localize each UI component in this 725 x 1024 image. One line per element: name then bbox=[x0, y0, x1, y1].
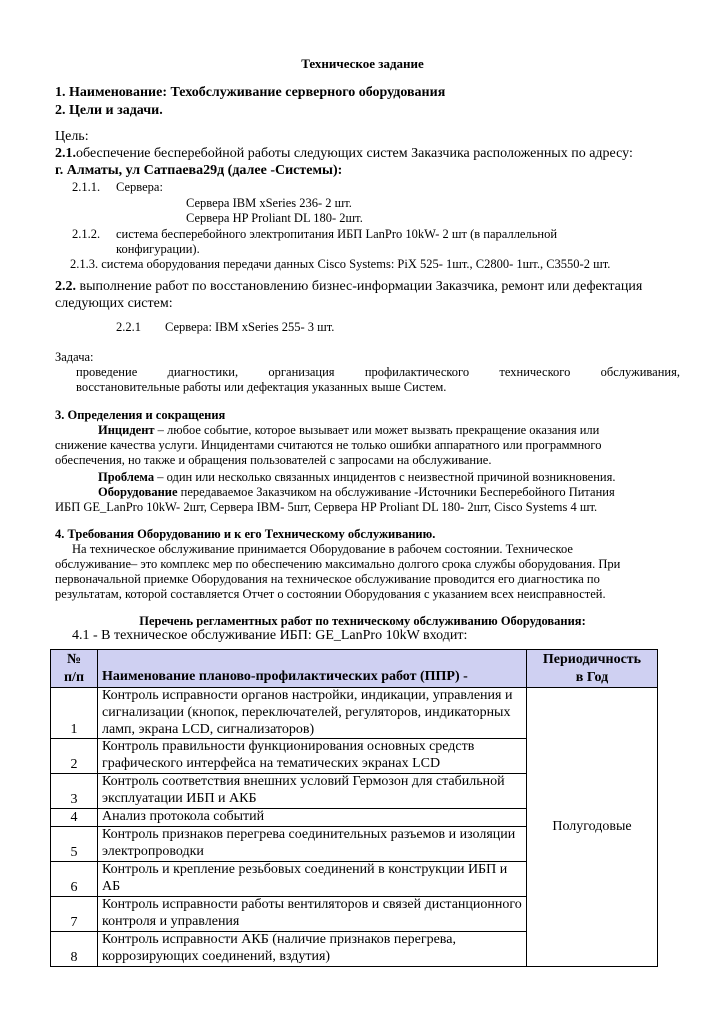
row-works-name: Контроль исправности АКБ (наличие признаков перегрева, коррозирующих соединений, вздутия) bbox=[98, 932, 527, 967]
row-number: 7 bbox=[51, 897, 98, 932]
goal-2-1-address: г. Алматы, ул Сатпаева29д (далее -Системы): bbox=[55, 163, 343, 178]
goal-2-1-2-line2: конфигурации). bbox=[116, 242, 200, 256]
header-works-name: Наименование планово-профилактических работ (ППР) - bbox=[98, 650, 527, 688]
requirements-line4: результатам, которой составляется Отчет о состоянии Оборудования с указанием всех неисправностей. bbox=[55, 587, 606, 601]
requirements-line2: обслуживание– это комплекс мер по обеспечению максимально долгого срока службы оборудования. При bbox=[55, 557, 621, 571]
document-title: Техническое задание bbox=[301, 56, 424, 71]
row-number: 2 bbox=[51, 739, 98, 774]
goal-2-1-1-number: 2.1.1. bbox=[72, 180, 101, 194]
incident-def-line1 bbox=[98, 423, 599, 437]
equipment-def-line1 bbox=[98, 485, 615, 499]
row-works-name: Контроль признаков перегрева соединительных разъемов и изоляции электропроводки bbox=[98, 827, 527, 862]
goal-2-1-text: обеспечение бесперебойной работы следующих систем Заказчика расположенных по адресу: bbox=[76, 146, 633, 161]
row-works-name: Контроль правильности функционирования основных средств графического интерфейса на тематических экранах LCD bbox=[98, 739, 527, 774]
section-2-heading: 2. Цели и задачи. bbox=[55, 103, 163, 118]
row-number: 6 bbox=[51, 862, 98, 897]
incident-def-line3: обеспечения, но также и обращения пользователей с запросами на обслуживание. bbox=[55, 453, 492, 467]
goal-2-1 bbox=[55, 146, 633, 162]
task-label: Задача: bbox=[55, 350, 94, 364]
goal-2-1-2-text bbox=[116, 227, 679, 241]
goal-2-2-1-number: 2.2.1 bbox=[116, 320, 141, 334]
row-number: 4 bbox=[51, 809, 98, 827]
header-periodicity-line2: в Год bbox=[575, 669, 609, 685]
goal-2-1-2-line1 bbox=[116, 227, 679, 241]
problem-term: Проблема bbox=[98, 470, 155, 484]
goal-2-2-number: 2.2. bbox=[55, 279, 76, 294]
goal-2-1-1-item-b: Сервера HP Proliant DL 180- 2шт. bbox=[186, 211, 363, 225]
goal-2-1-3: 2.1.3. система оборудования передачи данных Cisco Systems: PiX 525- 1шт., C2800- 1шт., C3550-2 шт. bbox=[70, 257, 611, 271]
problem-def-text: – один или несколько связанных инцидентов с неизвестной причиной возникновения. bbox=[157, 470, 616, 484]
table-header-row bbox=[51, 650, 658, 688]
table-row bbox=[51, 688, 658, 739]
goal-label: Цель: bbox=[55, 129, 89, 144]
goal-2-1-2-number: 2.1.2. bbox=[72, 227, 101, 241]
requirements-line1: На техническое обслуживание принимается Оборудование в рабочем состоянии. Техническое bbox=[72, 542, 573, 556]
task-line1: проведение диагностики, организация профилактического технического обслуживания, bbox=[76, 365, 680, 379]
header-periodicity-line1: Периодичность bbox=[542, 652, 642, 667]
row-works-name: Контроль соответствия внешних условий Гермозон для стабильной эксплуатации ИБП и АКБ bbox=[98, 774, 527, 809]
goal-2-1-number: 2.1. bbox=[55, 146, 76, 161]
works-list-title: Перечень регламентных работ по техническому обслуживанию Оборудования: bbox=[139, 614, 586, 628]
row-number: 5 bbox=[51, 827, 98, 862]
incident-def-line2: снижение качества услуги. Инцидентами считаются не только ошибки аппаратного или программного bbox=[55, 438, 602, 452]
goal-2-1-2-line1-text: система бесперебойного электропитания ИБП LanPro 10kW- 2 шт (в параллельной bbox=[116, 227, 558, 241]
section-4-heading: 4. Требования Оборудованию и к его Техническому обслуживанию. bbox=[55, 527, 436, 541]
works-list-subtitle: 4.1 - В техническое обслуживание ИБП: GE_LanPro 10kW входит: bbox=[72, 628, 468, 643]
goal-2-1-1-text: Сервера: bbox=[116, 180, 163, 194]
header-number bbox=[51, 650, 98, 688]
header-number-line1: № bbox=[66, 652, 82, 667]
row-works-name: Контроль исправности работы вентиляторов и связей дистанционного контроля и управления bbox=[98, 897, 527, 932]
section-1-heading: 1. Наименование: Техобслуживание серверного оборудования bbox=[55, 85, 446, 100]
task-line2: восстановительные работы или дефектация указанных выше Систем. bbox=[76, 380, 447, 394]
header-number-line2: п/п bbox=[63, 669, 85, 685]
requirements-line3: первоначальной приемке Оборудования на техническое обслуживание проводится его диагностика по bbox=[55, 572, 600, 586]
equipment-def-text: передаваемое Заказчиком на обслуживание -Источники Бесперебойного Питания bbox=[180, 485, 615, 499]
row-number: 8 bbox=[51, 932, 98, 967]
row-works-name: Контроль и крепление резьбовых соединений в конструкции ИБП и АБ bbox=[98, 862, 527, 897]
incident-def-text: – любое событие, которое вызывает или может вызвать прекращение оказания или bbox=[157, 423, 600, 437]
periodicity-value: Полугодовые bbox=[527, 688, 658, 967]
row-works-name: Анализ протокола событий bbox=[98, 809, 527, 827]
equipment-def-line2: ИБП GE_LanPro 10kW- 2шт, Сервера IBM- 5шт, Сервера HP Proliant DL 180- 2шт, Cisco Systems 4 шт. bbox=[55, 500, 598, 514]
section-3-heading: 3. Определения и сокращения bbox=[55, 408, 226, 422]
equipment-term: Оборудование bbox=[98, 485, 178, 499]
row-number: 1 bbox=[51, 688, 98, 739]
row-number: 3 bbox=[51, 774, 98, 809]
row-works-name: Контроль исправности органов настройки, индикации, управления и сигнализации (кнопок, переключателей, регуляторов, индикаторных ламп, экрана LCD, сигнализаторов) bbox=[98, 688, 527, 739]
goal-2-2-1-text: Сервера: IBM xSeries 255- 3 шт. bbox=[165, 320, 335, 334]
goal-2-2-text: выполнение работ по восстановлению бизнес-информации Заказчика, ремонт или дефектация bbox=[79, 279, 643, 294]
goal-2-2-line2: следующих систем: bbox=[55, 296, 173, 311]
header-periodicity bbox=[527, 650, 658, 688]
maintenance-works-table bbox=[50, 649, 658, 967]
problem-def bbox=[98, 470, 615, 484]
goal-2-2 bbox=[55, 279, 642, 295]
table-body bbox=[51, 688, 658, 967]
incident-term: Инцидент bbox=[98, 423, 155, 437]
goal-2-1-1-item-a: Сервера IBM xSeries 236- 2 шт. bbox=[186, 196, 352, 210]
